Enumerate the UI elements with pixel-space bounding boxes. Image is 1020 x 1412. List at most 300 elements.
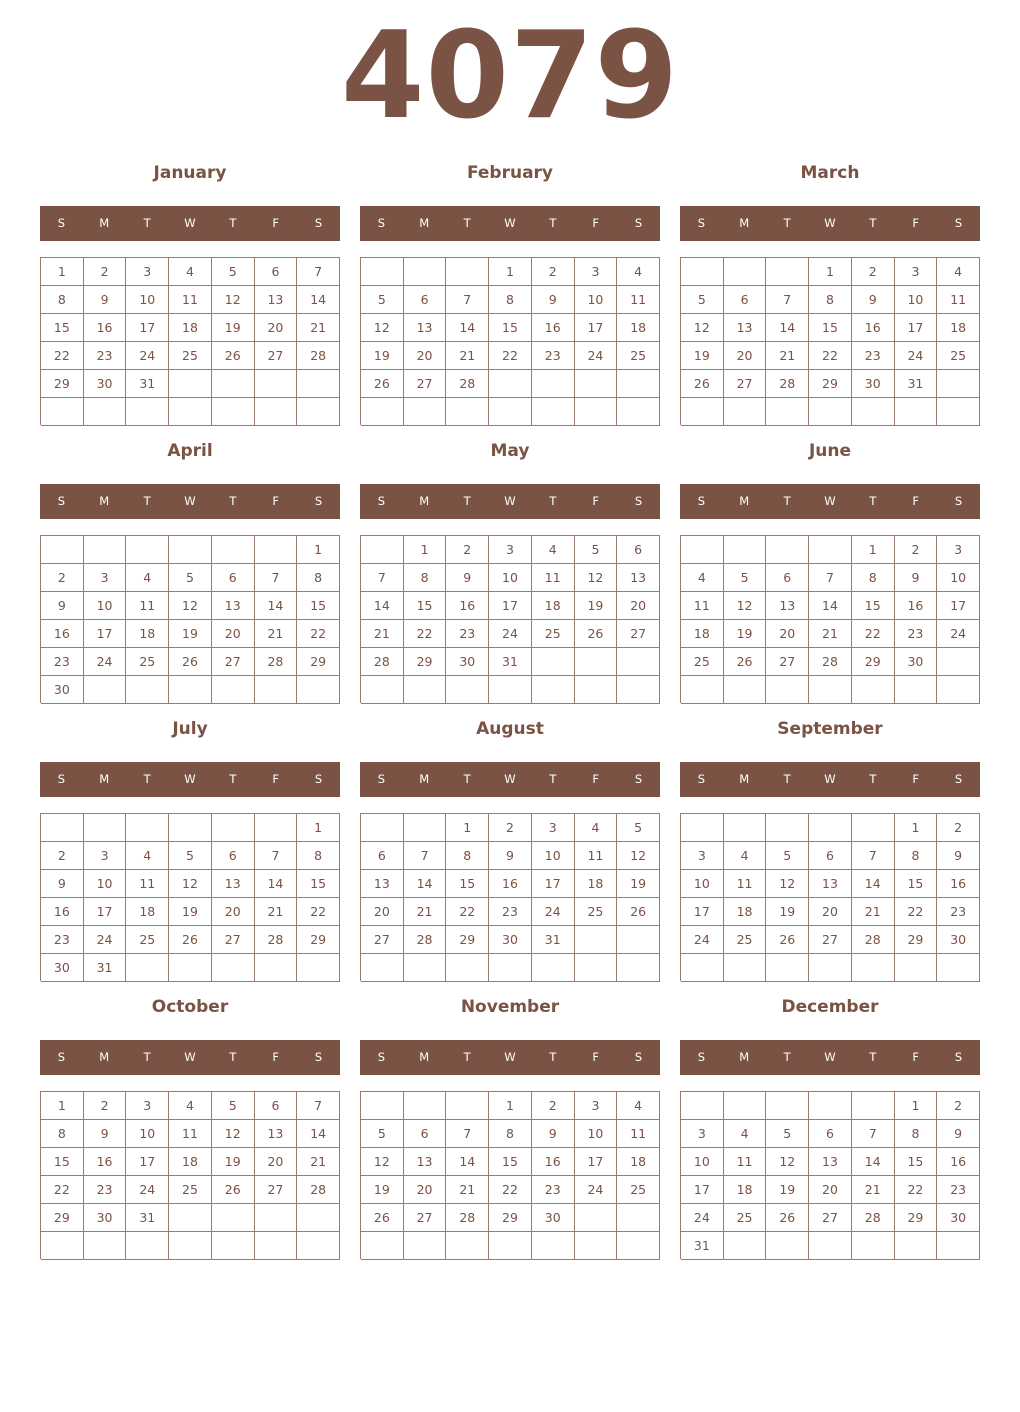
day-cell[interactable]: 25 <box>169 342 212 370</box>
day-cell[interactable]: 9 <box>937 842 980 870</box>
day-cell[interactable]: 12 <box>681 314 724 342</box>
day-cell[interactable]: 23 <box>84 1176 127 1204</box>
day-cell[interactable]: 11 <box>937 286 980 314</box>
day-cell[interactable]: 18 <box>126 620 169 648</box>
day-cell[interactable]: 16 <box>937 1148 980 1176</box>
day-cell[interactable]: 18 <box>681 620 724 648</box>
day-cell[interactable]: 24 <box>681 926 724 954</box>
day-cell[interactable]: 20 <box>212 620 255 648</box>
day-cell[interactable]: 14 <box>852 1148 895 1176</box>
day-cell[interactable]: 7 <box>809 564 852 592</box>
day-cell[interactable]: 13 <box>255 286 298 314</box>
day-cell[interactable]: 5 <box>575 536 618 564</box>
day-cell[interactable]: 22 <box>297 898 340 926</box>
day-cell[interactable]: 31 <box>126 1204 169 1232</box>
day-cell[interactable]: 23 <box>937 1176 980 1204</box>
day-cell[interactable]: 24 <box>84 648 127 676</box>
day-cell[interactable]: 4 <box>126 842 169 870</box>
day-cell[interactable]: 26 <box>212 342 255 370</box>
day-cell[interactable]: 5 <box>766 1120 809 1148</box>
day-cell[interactable]: 9 <box>41 592 84 620</box>
day-cell[interactable]: 16 <box>446 592 489 620</box>
day-cell[interactable]: 16 <box>937 870 980 898</box>
day-cell[interactable]: 8 <box>41 1120 84 1148</box>
day-cell[interactable]: 11 <box>617 286 660 314</box>
day-cell[interactable]: 11 <box>724 870 767 898</box>
day-cell[interactable]: 3 <box>532 814 575 842</box>
day-cell[interactable]: 5 <box>361 286 404 314</box>
day-cell[interactable]: 13 <box>809 1148 852 1176</box>
day-cell[interactable]: 15 <box>297 870 340 898</box>
day-cell[interactable]: 10 <box>126 1120 169 1148</box>
day-cell[interactable]: 1 <box>895 814 938 842</box>
day-cell[interactable]: 6 <box>361 842 404 870</box>
day-cell[interactable]: 17 <box>532 870 575 898</box>
day-cell[interactable]: 8 <box>404 564 447 592</box>
day-cell[interactable]: 11 <box>724 1148 767 1176</box>
day-cell[interactable]: 20 <box>404 342 447 370</box>
day-cell[interactable]: 8 <box>895 842 938 870</box>
day-cell[interactable]: 15 <box>404 592 447 620</box>
day-cell[interactable]: 10 <box>84 592 127 620</box>
day-cell[interactable]: 16 <box>532 1148 575 1176</box>
day-cell[interactable]: 20 <box>724 342 767 370</box>
day-cell[interactable]: 6 <box>809 1120 852 1148</box>
day-cell[interactable]: 18 <box>724 1176 767 1204</box>
day-cell[interactable]: 5 <box>681 286 724 314</box>
day-cell[interactable]: 14 <box>297 1120 340 1148</box>
day-cell[interactable]: 26 <box>766 1204 809 1232</box>
day-cell[interactable]: 7 <box>446 1120 489 1148</box>
day-cell[interactable]: 4 <box>617 1092 660 1120</box>
day-cell[interactable]: 17 <box>126 314 169 342</box>
day-cell[interactable]: 18 <box>575 870 618 898</box>
day-cell[interactable]: 12 <box>212 1120 255 1148</box>
day-cell[interactable]: 3 <box>895 258 938 286</box>
day-cell[interactable]: 6 <box>255 1092 298 1120</box>
day-cell[interactable]: 21 <box>809 620 852 648</box>
day-cell[interactable]: 19 <box>361 342 404 370</box>
day-cell[interactable]: 22 <box>895 1176 938 1204</box>
day-cell[interactable]: 1 <box>446 814 489 842</box>
day-cell[interactable]: 29 <box>895 926 938 954</box>
day-cell[interactable]: 10 <box>681 1148 724 1176</box>
day-cell[interactable]: 31 <box>126 370 169 398</box>
day-cell[interactable]: 2 <box>532 1092 575 1120</box>
day-cell[interactable]: 9 <box>446 564 489 592</box>
day-cell[interactable]: 6 <box>404 286 447 314</box>
day-cell[interactable]: 22 <box>297 620 340 648</box>
day-cell[interactable]: 29 <box>446 926 489 954</box>
day-cell[interactable]: 1 <box>852 536 895 564</box>
day-cell[interactable]: 25 <box>724 1204 767 1232</box>
day-cell[interactable]: 13 <box>766 592 809 620</box>
day-cell[interactable]: 5 <box>361 1120 404 1148</box>
day-cell[interactable]: 3 <box>681 1120 724 1148</box>
day-cell[interactable]: 23 <box>895 620 938 648</box>
day-cell[interactable]: 22 <box>809 342 852 370</box>
day-cell[interactable]: 11 <box>126 870 169 898</box>
day-cell[interactable]: 13 <box>255 1120 298 1148</box>
day-cell[interactable]: 19 <box>766 1176 809 1204</box>
day-cell[interactable]: 25 <box>126 926 169 954</box>
day-cell[interactable]: 31 <box>489 648 532 676</box>
day-cell[interactable]: 26 <box>361 370 404 398</box>
day-cell[interactable]: 5 <box>766 842 809 870</box>
day-cell[interactable]: 20 <box>617 592 660 620</box>
day-cell[interactable]: 28 <box>852 1204 895 1232</box>
day-cell[interactable]: 30 <box>532 1204 575 1232</box>
day-cell[interactable]: 10 <box>575 1120 618 1148</box>
day-cell[interactable]: 17 <box>895 314 938 342</box>
day-cell[interactable]: 12 <box>766 870 809 898</box>
day-cell[interactable]: 14 <box>446 1148 489 1176</box>
day-cell[interactable]: 27 <box>255 342 298 370</box>
day-cell[interactable]: 28 <box>446 370 489 398</box>
day-cell[interactable]: 11 <box>617 1120 660 1148</box>
day-cell[interactable]: 21 <box>852 898 895 926</box>
day-cell[interactable]: 28 <box>255 648 298 676</box>
day-cell[interactable]: 14 <box>446 314 489 342</box>
day-cell[interactable]: 30 <box>852 370 895 398</box>
day-cell[interactable]: 26 <box>169 648 212 676</box>
day-cell[interactable]: 12 <box>575 564 618 592</box>
day-cell[interactable]: 8 <box>809 286 852 314</box>
day-cell[interactable]: 26 <box>361 1204 404 1232</box>
day-cell[interactable]: 5 <box>169 842 212 870</box>
day-cell[interactable]: 31 <box>532 926 575 954</box>
day-cell[interactable]: 15 <box>895 870 938 898</box>
day-cell[interactable]: 23 <box>852 342 895 370</box>
day-cell[interactable]: 8 <box>41 286 84 314</box>
day-cell[interactable]: 30 <box>937 926 980 954</box>
day-cell[interactable]: 20 <box>809 898 852 926</box>
day-cell[interactable]: 4 <box>681 564 724 592</box>
day-cell[interactable]: 27 <box>809 1204 852 1232</box>
day-cell[interactable]: 19 <box>361 1176 404 1204</box>
day-cell[interactable]: 30 <box>84 1204 127 1232</box>
day-cell[interactable]: 18 <box>126 898 169 926</box>
day-cell[interactable]: 10 <box>895 286 938 314</box>
day-cell[interactable]: 9 <box>84 286 127 314</box>
day-cell[interactable]: 23 <box>937 898 980 926</box>
day-cell[interactable]: 8 <box>297 564 340 592</box>
day-cell[interactable]: 27 <box>404 370 447 398</box>
day-cell[interactable]: 21 <box>446 1176 489 1204</box>
day-cell[interactable]: 16 <box>895 592 938 620</box>
day-cell[interactable]: 5 <box>212 1092 255 1120</box>
day-cell[interactable]: 4 <box>937 258 980 286</box>
day-cell[interactable]: 27 <box>361 926 404 954</box>
day-cell[interactable]: 24 <box>681 1204 724 1232</box>
day-cell[interactable]: 25 <box>724 926 767 954</box>
day-cell[interactable]: 11 <box>169 1120 212 1148</box>
day-cell[interactable]: 20 <box>404 1176 447 1204</box>
day-cell[interactable]: 26 <box>212 1176 255 1204</box>
day-cell[interactable]: 18 <box>169 314 212 342</box>
day-cell[interactable]: 6 <box>809 842 852 870</box>
day-cell[interactable]: 6 <box>404 1120 447 1148</box>
day-cell[interactable]: 30 <box>937 1204 980 1232</box>
day-cell[interactable]: 31 <box>681 1232 724 1260</box>
day-cell[interactable]: 14 <box>809 592 852 620</box>
day-cell[interactable]: 21 <box>255 898 298 926</box>
day-cell[interactable]: 10 <box>84 870 127 898</box>
day-cell[interactable]: 19 <box>681 342 724 370</box>
day-cell[interactable]: 15 <box>489 1148 532 1176</box>
day-cell[interactable]: 10 <box>937 564 980 592</box>
day-cell[interactable]: 29 <box>809 370 852 398</box>
day-cell[interactable]: 13 <box>724 314 767 342</box>
day-cell[interactable]: 17 <box>937 592 980 620</box>
day-cell[interactable]: 9 <box>41 870 84 898</box>
day-cell[interactable]: 11 <box>532 564 575 592</box>
day-cell[interactable]: 20 <box>212 898 255 926</box>
day-cell[interactable]: 23 <box>489 898 532 926</box>
day-cell[interactable]: 8 <box>895 1120 938 1148</box>
day-cell[interactable]: 23 <box>532 342 575 370</box>
day-cell[interactable]: 13 <box>212 870 255 898</box>
day-cell[interactable]: 28 <box>404 926 447 954</box>
day-cell[interactable]: 24 <box>937 620 980 648</box>
day-cell[interactable]: 13 <box>212 592 255 620</box>
day-cell[interactable]: 9 <box>532 286 575 314</box>
day-cell[interactable]: 7 <box>852 1120 895 1148</box>
day-cell[interactable]: 22 <box>446 898 489 926</box>
day-cell[interactable]: 17 <box>84 898 127 926</box>
day-cell[interactable]: 24 <box>895 342 938 370</box>
day-cell[interactable]: 22 <box>41 1176 84 1204</box>
day-cell[interactable]: 25 <box>617 1176 660 1204</box>
day-cell[interactable]: 26 <box>169 926 212 954</box>
day-cell[interactable]: 19 <box>766 898 809 926</box>
day-cell[interactable]: 7 <box>852 842 895 870</box>
day-cell[interactable]: 5 <box>724 564 767 592</box>
day-cell[interactable]: 3 <box>489 536 532 564</box>
day-cell[interactable]: 17 <box>489 592 532 620</box>
day-cell[interactable]: 4 <box>169 258 212 286</box>
day-cell[interactable]: 27 <box>404 1204 447 1232</box>
day-cell[interactable]: 2 <box>41 564 84 592</box>
day-cell[interactable]: 21 <box>404 898 447 926</box>
day-cell[interactable]: 1 <box>41 1092 84 1120</box>
day-cell[interactable]: 6 <box>766 564 809 592</box>
day-cell[interactable]: 23 <box>41 926 84 954</box>
day-cell[interactable]: 21 <box>297 314 340 342</box>
day-cell[interactable]: 12 <box>766 1148 809 1176</box>
day-cell[interactable]: 21 <box>255 620 298 648</box>
day-cell[interactable]: 19 <box>169 898 212 926</box>
day-cell[interactable]: 18 <box>169 1148 212 1176</box>
day-cell[interactable]: 3 <box>575 1092 618 1120</box>
day-cell[interactable]: 18 <box>532 592 575 620</box>
day-cell[interactable]: 11 <box>126 592 169 620</box>
day-cell[interactable]: 28 <box>852 926 895 954</box>
day-cell[interactable]: 12 <box>169 592 212 620</box>
day-cell[interactable]: 2 <box>852 258 895 286</box>
day-cell[interactable]: 6 <box>255 258 298 286</box>
day-cell[interactable]: 28 <box>809 648 852 676</box>
day-cell[interactable]: 5 <box>169 564 212 592</box>
day-cell[interactable]: 25 <box>169 1176 212 1204</box>
day-cell[interactable]: 23 <box>446 620 489 648</box>
day-cell[interactable]: 1 <box>297 536 340 564</box>
day-cell[interactable]: 28 <box>297 342 340 370</box>
day-cell[interactable]: 4 <box>575 814 618 842</box>
day-cell[interactable]: 23 <box>532 1176 575 1204</box>
day-cell[interactable]: 28 <box>255 926 298 954</box>
day-cell[interactable]: 17 <box>126 1148 169 1176</box>
day-cell[interactable]: 9 <box>489 842 532 870</box>
day-cell[interactable]: 16 <box>84 1148 127 1176</box>
day-cell[interactable]: 1 <box>297 814 340 842</box>
day-cell[interactable]: 14 <box>766 314 809 342</box>
day-cell[interactable]: 19 <box>212 1148 255 1176</box>
day-cell[interactable]: 18 <box>617 314 660 342</box>
day-cell[interactable]: 4 <box>169 1092 212 1120</box>
day-cell[interactable]: 29 <box>895 1204 938 1232</box>
day-cell[interactable]: 28 <box>361 648 404 676</box>
day-cell[interactable]: 26 <box>766 926 809 954</box>
day-cell[interactable]: 2 <box>84 1092 127 1120</box>
day-cell[interactable]: 8 <box>297 842 340 870</box>
day-cell[interactable]: 29 <box>297 648 340 676</box>
day-cell[interactable]: 3 <box>126 258 169 286</box>
day-cell[interactable]: 27 <box>766 648 809 676</box>
day-cell[interactable]: 2 <box>895 536 938 564</box>
day-cell[interactable]: 14 <box>255 592 298 620</box>
day-cell[interactable]: 19 <box>212 314 255 342</box>
day-cell[interactable]: 21 <box>766 342 809 370</box>
day-cell[interactable]: 2 <box>489 814 532 842</box>
day-cell[interactable]: 2 <box>41 842 84 870</box>
day-cell[interactable]: 1 <box>41 258 84 286</box>
day-cell[interactable]: 11 <box>681 592 724 620</box>
day-cell[interactable]: 4 <box>724 842 767 870</box>
day-cell[interactable]: 9 <box>532 1120 575 1148</box>
day-cell[interactable]: 29 <box>489 1204 532 1232</box>
day-cell[interactable]: 30 <box>84 370 127 398</box>
day-cell[interactable]: 13 <box>404 314 447 342</box>
day-cell[interactable]: 10 <box>489 564 532 592</box>
day-cell[interactable]: 18 <box>724 898 767 926</box>
day-cell[interactable]: 17 <box>84 620 127 648</box>
day-cell[interactable]: 20 <box>766 620 809 648</box>
day-cell[interactable]: 23 <box>84 342 127 370</box>
day-cell[interactable]: 9 <box>937 1120 980 1148</box>
day-cell[interactable]: 3 <box>575 258 618 286</box>
day-cell[interactable]: 11 <box>169 286 212 314</box>
day-cell[interactable]: 24 <box>575 1176 618 1204</box>
day-cell[interactable]: 4 <box>126 564 169 592</box>
day-cell[interactable]: 7 <box>446 286 489 314</box>
day-cell[interactable]: 21 <box>446 342 489 370</box>
day-cell[interactable]: 29 <box>41 1204 84 1232</box>
day-cell[interactable]: 25 <box>575 898 618 926</box>
day-cell[interactable]: 5 <box>617 814 660 842</box>
day-cell[interactable]: 8 <box>489 1120 532 1148</box>
day-cell[interactable]: 8 <box>446 842 489 870</box>
day-cell[interactable]: 16 <box>532 314 575 342</box>
day-cell[interactable]: 24 <box>126 342 169 370</box>
day-cell[interactable]: 25 <box>681 648 724 676</box>
day-cell[interactable]: 14 <box>852 870 895 898</box>
day-cell[interactable]: 26 <box>617 898 660 926</box>
day-cell[interactable]: 13 <box>809 870 852 898</box>
day-cell[interactable]: 14 <box>297 286 340 314</box>
day-cell[interactable]: 12 <box>617 842 660 870</box>
day-cell[interactable]: 20 <box>255 314 298 342</box>
day-cell[interactable]: 1 <box>809 258 852 286</box>
day-cell[interactable]: 22 <box>489 342 532 370</box>
day-cell[interactable]: 29 <box>852 648 895 676</box>
day-cell[interactable]: 6 <box>724 286 767 314</box>
day-cell[interactable]: 13 <box>361 870 404 898</box>
day-cell[interactable]: 24 <box>84 926 127 954</box>
day-cell[interactable]: 3 <box>937 536 980 564</box>
day-cell[interactable]: 13 <box>617 564 660 592</box>
day-cell[interactable]: 26 <box>681 370 724 398</box>
day-cell[interactable]: 22 <box>404 620 447 648</box>
day-cell[interactable]: 7 <box>404 842 447 870</box>
day-cell[interactable]: 30 <box>895 648 938 676</box>
day-cell[interactable]: 29 <box>297 926 340 954</box>
day-cell[interactable]: 12 <box>169 870 212 898</box>
day-cell[interactable]: 7 <box>255 842 298 870</box>
day-cell[interactable]: 4 <box>532 536 575 564</box>
day-cell[interactable]: 25 <box>617 342 660 370</box>
day-cell[interactable]: 28 <box>766 370 809 398</box>
day-cell[interactable]: 20 <box>361 898 404 926</box>
day-cell[interactable]: 20 <box>809 1176 852 1204</box>
day-cell[interactable]: 7 <box>361 564 404 592</box>
day-cell[interactable]: 19 <box>617 870 660 898</box>
day-cell[interactable]: 1 <box>404 536 447 564</box>
day-cell[interactable]: 16 <box>84 314 127 342</box>
day-cell[interactable]: 22 <box>852 620 895 648</box>
day-cell[interactable]: 10 <box>532 842 575 870</box>
day-cell[interactable]: 16 <box>489 870 532 898</box>
day-cell[interactable]: 27 <box>809 926 852 954</box>
day-cell[interactable]: 2 <box>532 258 575 286</box>
day-cell[interactable]: 25 <box>532 620 575 648</box>
day-cell[interactable]: 30 <box>446 648 489 676</box>
day-cell[interactable]: 10 <box>681 870 724 898</box>
day-cell[interactable]: 15 <box>446 870 489 898</box>
day-cell[interactable]: 13 <box>404 1148 447 1176</box>
day-cell[interactable]: 24 <box>489 620 532 648</box>
day-cell[interactable]: 7 <box>297 1092 340 1120</box>
day-cell[interactable]: 26 <box>575 620 618 648</box>
day-cell[interactable]: 21 <box>297 1148 340 1176</box>
day-cell[interactable]: 22 <box>41 342 84 370</box>
day-cell[interactable]: 15 <box>297 592 340 620</box>
day-cell[interactable]: 9 <box>84 1120 127 1148</box>
day-cell[interactable]: 21 <box>852 1176 895 1204</box>
day-cell[interactable]: 15 <box>895 1148 938 1176</box>
day-cell[interactable]: 6 <box>212 564 255 592</box>
day-cell[interactable]: 27 <box>212 926 255 954</box>
day-cell[interactable]: 12 <box>361 314 404 342</box>
day-cell[interactable]: 19 <box>169 620 212 648</box>
day-cell[interactable]: 27 <box>255 1176 298 1204</box>
day-cell[interactable]: 24 <box>532 898 575 926</box>
day-cell[interactable]: 15 <box>41 1148 84 1176</box>
day-cell[interactable]: 6 <box>617 536 660 564</box>
day-cell[interactable]: 20 <box>255 1148 298 1176</box>
day-cell[interactable]: 30 <box>489 926 532 954</box>
day-cell[interactable]: 22 <box>895 898 938 926</box>
